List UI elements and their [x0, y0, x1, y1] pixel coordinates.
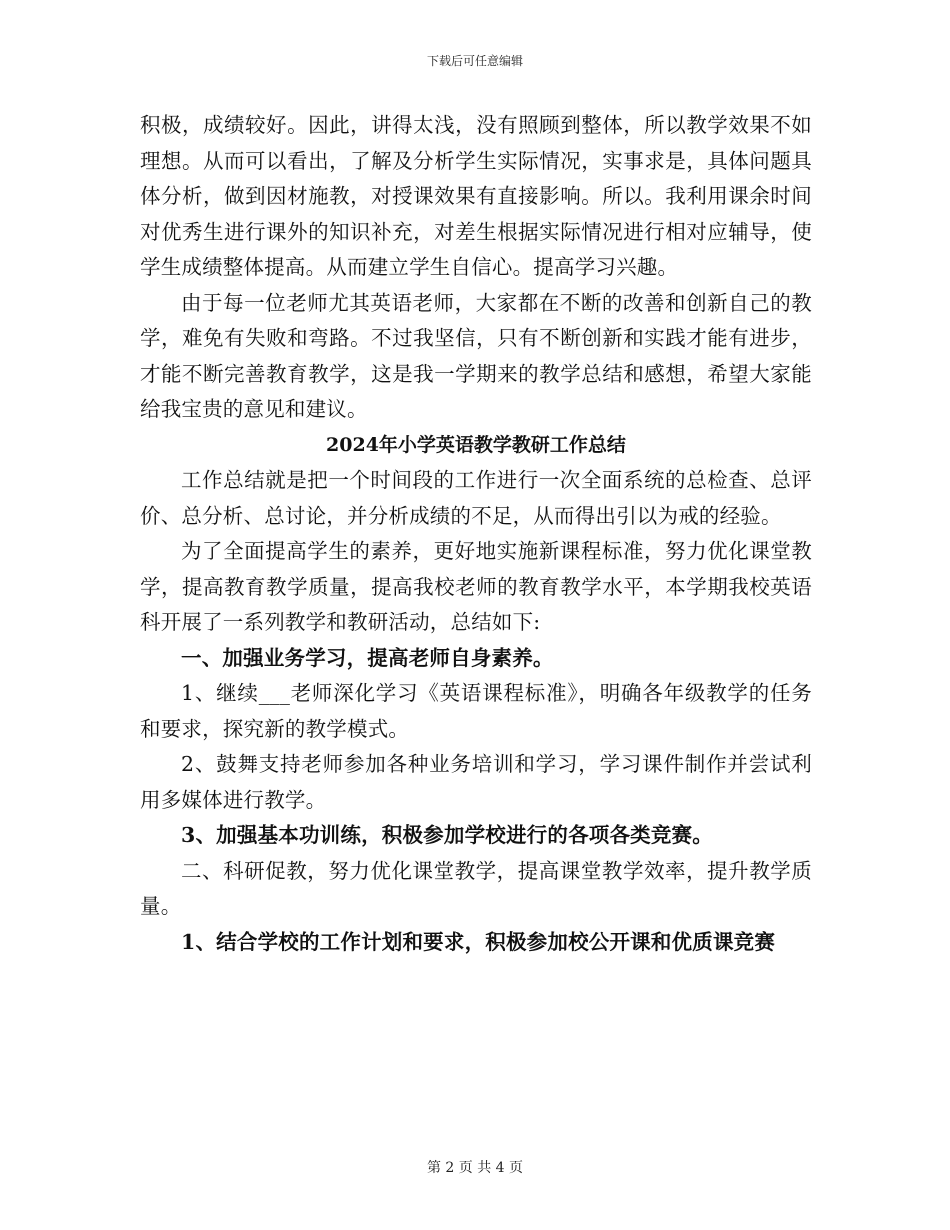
document-body — [140, 108, 812, 960]
list-item-2: 2、鼓舞支持老师参加各种业务培训和学习，学习课件制作并尝试利用多媒体进行教学。 — [140, 752, 812, 812]
paragraph-intro: 工作总结就是把一个时间段的工作进行一次全面系统的总检查、总评价、总分析、总讨论，并分析成绩的不足，从而得出引以为戒的经验。 — [140, 468, 812, 528]
list-item-3: 3、加强基本功训练，积极参加学校进行的各项各类竞赛。 — [181, 823, 713, 847]
paragraph-closing: 由于每一位老师尤其英语老师，大家都在不断的改善和创新自己的教学，难免有失败和弯路。不过我坚信，只有不断创新和实践才能有进步，才能不断完善教育教学，这是我一学期来的教学总结和感想，希望大家能给我宝贵的意见和建议。 — [140, 290, 812, 421]
list-item-4: 1、结合学校的工作计划和要求，积极参加校公开课和优质课竞赛 — [181, 929, 776, 954]
page-footer: 第 2 页 共 4 页 — [426, 1160, 524, 1176]
paragraph-continuation: 积极，成绩较好。因此，讲得太浅，没有照顾到整体，所以教学效果不如理想。从而可以看出，了解及分析学生实际情况，实事求是，具体问题具体分析，做到因材施教，对授课效果有直接影响。所以。我利用课余时间对优秀生进行课外的知识补充，对差生根据实际情况进行相对应辅导，使学生成绩整体提高。从而建立学生自信心。提高学习兴趣。 — [140, 113, 812, 279]
list-item-1: 1、继续___老师深化学习《英语课程标准》，明确各年级教学的任务和要求，探究新的教学模式。 — [140, 681, 812, 741]
paragraph-purpose: 为了全面提高学生的素养，更好地实施新课程标准，努力优化课堂教学，提高教育教学质量，提高我校老师的教育教学水平，本学期我校英语科开展了一系列教学和教研活动，总结如下: — [140, 539, 812, 634]
page-header: 下载后可任意编辑 — [426, 54, 523, 68]
section-heading-1: 一、加强业务学习，提高老师自身素养。 — [181, 645, 554, 670]
document-title: 2024年小学英语教学教研工作总结 — [326, 433, 626, 456]
section-heading-2: 二、科研促教，努力优化课堂教学，提高课堂教学效率，提升教学质量。 — [140, 858, 812, 918]
